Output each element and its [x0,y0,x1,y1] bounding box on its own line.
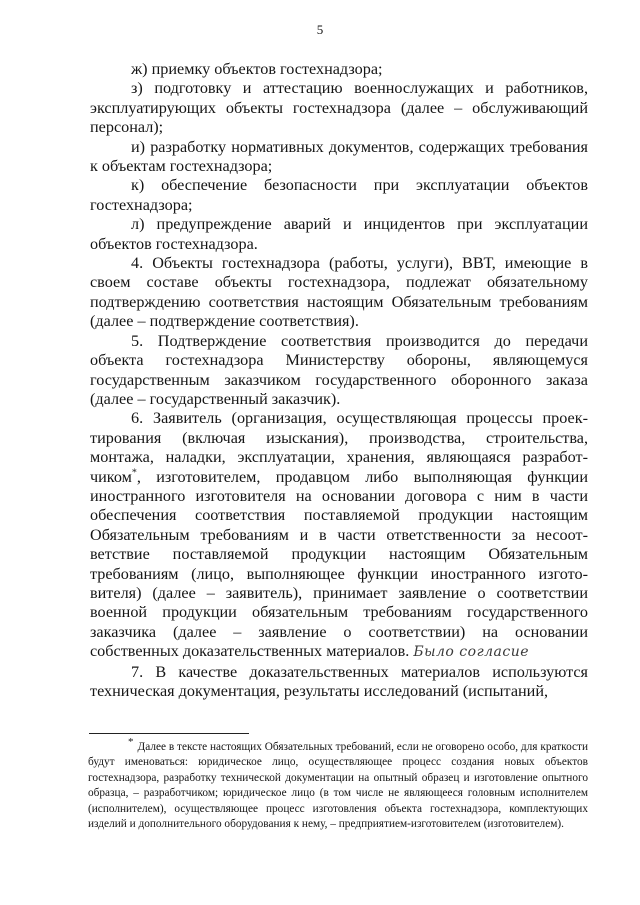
footnote-mark: * [128,736,134,749]
paragraph-6 [90,409,588,662]
paragraph-item-l: л) предупреждение аварий и инцидентов при эксплуатации объектов гостехнадзора. [90,215,588,253]
paragraph-7: 7. В качестве доказательственных материалов используются техническая документация, результаты исследований (испытаний, [90,662,588,700]
paragraph-item-zh: ж) приемку объектов гостехнадзора; [131,60,383,78]
paragraph-item-k: к) обеспечение безопасности при эксплуатации объектов гостехнадзора; [90,176,588,214]
handwritten-note: Было согласие [413,644,530,661]
footnote-text: Далее в тексте настоящих Обязательных требований, если не оговорено особо, для краткости будут именоваться: юридическое лицо, осуществляющее процесс создания новых объектов гостехнадзора, разработку технической документации на опытный образец и изготовление опытного образца, – разработчиком; юридическое лицо (в том числе не являющееся головным исполнителем (исполнителем), осуществляющее процесс изготовления объекта гостехнадзора, комплектующих изделий и дополнительного оборудования к нему, – предприятием-изготовителем (изготовителем). [88,741,588,831]
paragraph-6-text-end: , изготовителем, продавцом либо выполняющая функции иностранного изготовителя на основании договора с ним в части обеспечения соответствия поставляемой продукции настоящим Обязательным требованиям и в части ответственности за несоответствие поставляемой продукции настоящим Обязательным требованиям (лицо, выполняющее функции иностранного изготовителя) (далее – заявитель), принимает заявление о соответствии военной продукции обязательным требованиям государственного заказчика (далее – заявление о соответствии) на основании собственных доказательственных материалов. [90,467,588,661]
paragraph-5: 5. Подтверждение соответствия производится до передачи объекта гостехнадзора Министерству обороны, являющемуся государственным заказчиком государственного оборонного заказа (далее – государственный заказчик). [90,331,588,408]
footnote-reference: * [131,467,137,479]
paragraph-item-z: з) подготовку и аттестацию военнослужащих и работников, эксплуатирующих объекты гостехнадзора (далее – обслуживающий персонал); [90,79,588,137]
footnote [88,736,588,832]
document-body [90,60,588,701]
paragraph-4: 4. Объекты гостехнадзора (работы, услуги), ВВТ, имеющие в своем составе объекты гостехнадзора, подлежат обязательному подтверждению соответствия настоящим Обязательным требованиям (далее – подтверждение соответствия). [90,254,588,331]
footnote-divider [89,733,249,734]
page-number: 5 [316,22,324,37]
paragraph-6-text-start: 6. Заявитель (организация, осуществляющая процессы проектирования (включая изыскания), производства, строительства, монтажа, наладки, эксплуатации, хранения, являющаяся разработчиком [90,409,588,486]
paragraph-item-i: и) разработку нормативных документов, содержащих требования к объектам гостехнадзора; [90,137,588,176]
